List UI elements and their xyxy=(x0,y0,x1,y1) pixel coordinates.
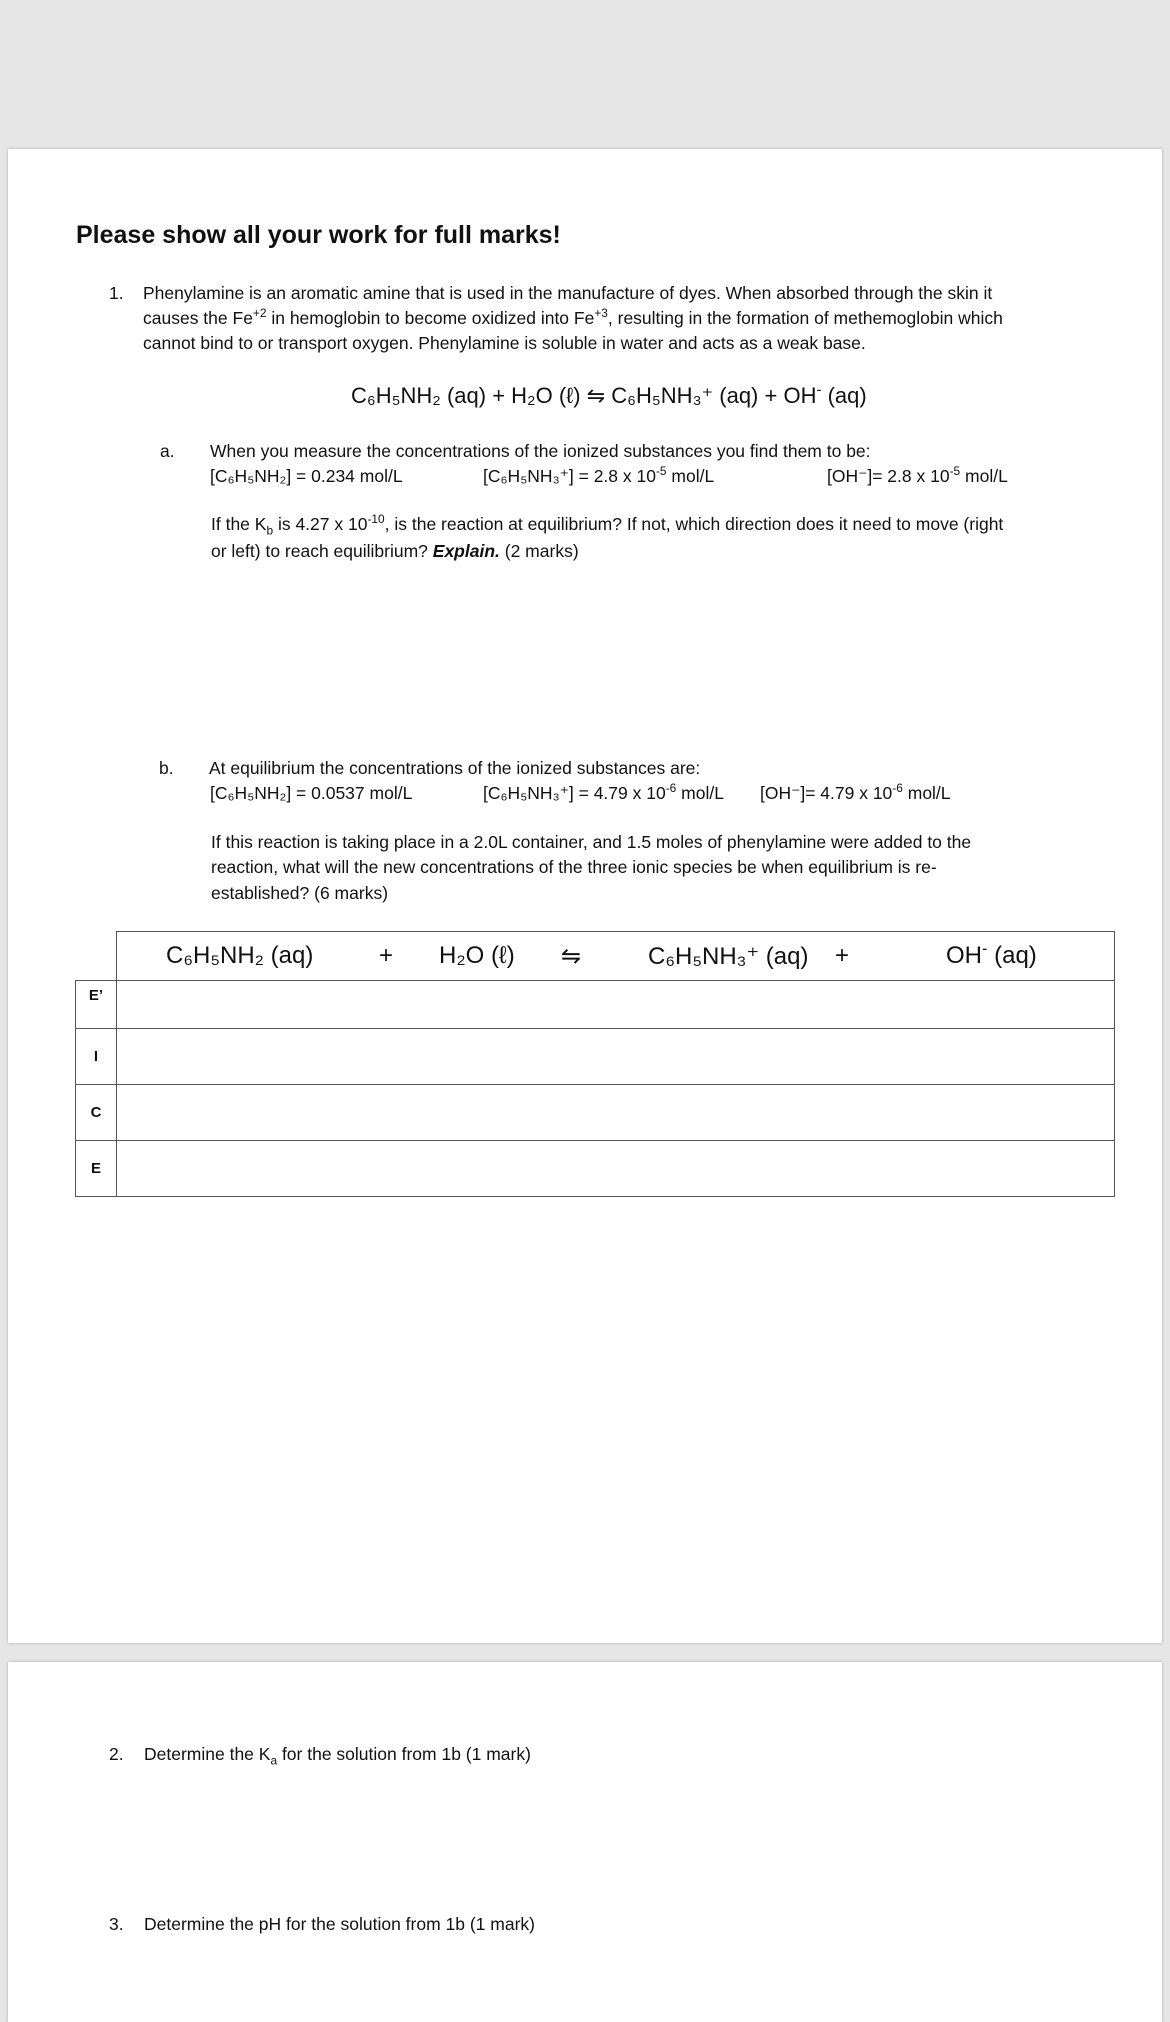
ice-header-reactant-1: C₆H₅NH₂ (aq) xyxy=(166,942,314,969)
ice-row-cell[interactable] xyxy=(117,1085,1115,1141)
question-3-number: 3. xyxy=(109,1914,124,1934)
part-b-question-line-1: If this reaction is taking place in a 2.0L container, and 1.5 moles of phenylamine were added to the xyxy=(211,832,972,852)
ice-header-plus-2: + xyxy=(835,942,850,969)
ice-table xyxy=(75,931,1115,1197)
page-1 xyxy=(8,149,1162,1643)
part-a-conc-1: [C₆H₅NH₂] = 0.234 mol/L xyxy=(210,466,403,486)
part-a-conc-3: [OH⁻]= 2.8 x $10^{-5}$ mol/L xyxy=(827,464,1008,486)
ice-row-label: E xyxy=(76,1141,117,1197)
page-2 xyxy=(8,1662,1162,2022)
ice-header-arrow: ⇋ xyxy=(561,943,582,970)
part-b-label: b. xyxy=(159,758,174,778)
ice-header-plus-1: + xyxy=(379,942,394,969)
ice-header-product-2: OH- (aq) xyxy=(946,940,1037,969)
question-1-intro-line-1: Phenylamine is an aromatic amine that is used in the manufacture of dyes. When absorbed through the skin it xyxy=(143,283,993,303)
part-b-conc-2: [C₆H₅NH₃⁺] = 4.79 x $10^{-6}$ mol/L xyxy=(483,781,724,803)
ice-row-cell[interactable] xyxy=(117,1029,1115,1085)
part-a-question-line-2: or left) to reach equilibrium? Explain. (2 marks) xyxy=(211,541,579,561)
part-a-conc-2: [C₆H₅NH₃⁺] = 2.8 x $10^{-5}$ mol/L xyxy=(483,464,715,486)
question-2-text: Determine the $K_a$ for the solution from 1b (1 mark) xyxy=(144,1744,531,1768)
part-b-intro: At equilibrium the concentrations of the ionized substances are: xyxy=(209,758,701,778)
part-a-intro: When you measure the concentrations of the ionized substances you find them to be: xyxy=(210,441,871,461)
question-2-number: 2. xyxy=(109,1744,124,1764)
question-1-number: 1. xyxy=(109,283,124,303)
ice-row-i xyxy=(76,1029,1115,1085)
question-1-intro-line-2: causes the $Fe^{+2}$ in hemoglobin to become oxidized into $Fe^{+3}$, resulting in the formation of methemoglobin which xyxy=(143,306,1003,328)
part-a-question-line-1: If the $K_b$ is 4.27 x $10^{-10}$, is the reaction at equilibrium? If not, which direction does it need to move (right xyxy=(211,512,1004,538)
part-a-label: a. xyxy=(160,441,175,461)
reaction-equation: C₆H₅NH₂ (aq) + H₂O (ℓ) ⇋ C₆H₅NH₃⁺ (aq) + OH- (aq) xyxy=(351,381,867,408)
ice-header-reactant-2: H₂O (ℓ) xyxy=(439,942,515,969)
part-b-question-line-2: reaction, what will the new concentrations of the three ionic species be when equilibrium is re- xyxy=(211,857,937,877)
part-b-question-line-3: established? (6 marks) xyxy=(211,883,389,903)
question-1-intro-line-3: cannot bind to or transport oxygen. Phenylamine is soluble in water and acts as a weak base. xyxy=(143,333,866,353)
ice-header-product-1: C₆H₅NH₃⁺ (aq) xyxy=(648,943,809,970)
ice-row-cell[interactable] xyxy=(117,981,1115,1029)
ice-table-header xyxy=(117,932,1115,981)
ice-row-cell[interactable] xyxy=(117,1141,1115,1197)
part-b-conc-1: [C₆H₅NH₂] = 0.0537 mol/L xyxy=(210,783,413,803)
ice-row-e-prime xyxy=(76,981,1115,1029)
ice-row-e xyxy=(76,1141,1115,1197)
ice-row-label: E’ xyxy=(76,981,117,1029)
question-3-text: Determine the pH for the solution from 1b (1 mark) xyxy=(144,1914,535,1934)
ice-row-label: C xyxy=(76,1085,117,1141)
page-heading: Please show all your work for full marks! xyxy=(76,221,561,249)
ice-table-header-row xyxy=(76,932,1115,981)
part-b-conc-3: [OH⁻]= 4.79 x $10^{-6}$ mol/L xyxy=(760,781,951,803)
ice-row-label: I xyxy=(76,1029,117,1085)
ice-row-c xyxy=(76,1085,1115,1141)
